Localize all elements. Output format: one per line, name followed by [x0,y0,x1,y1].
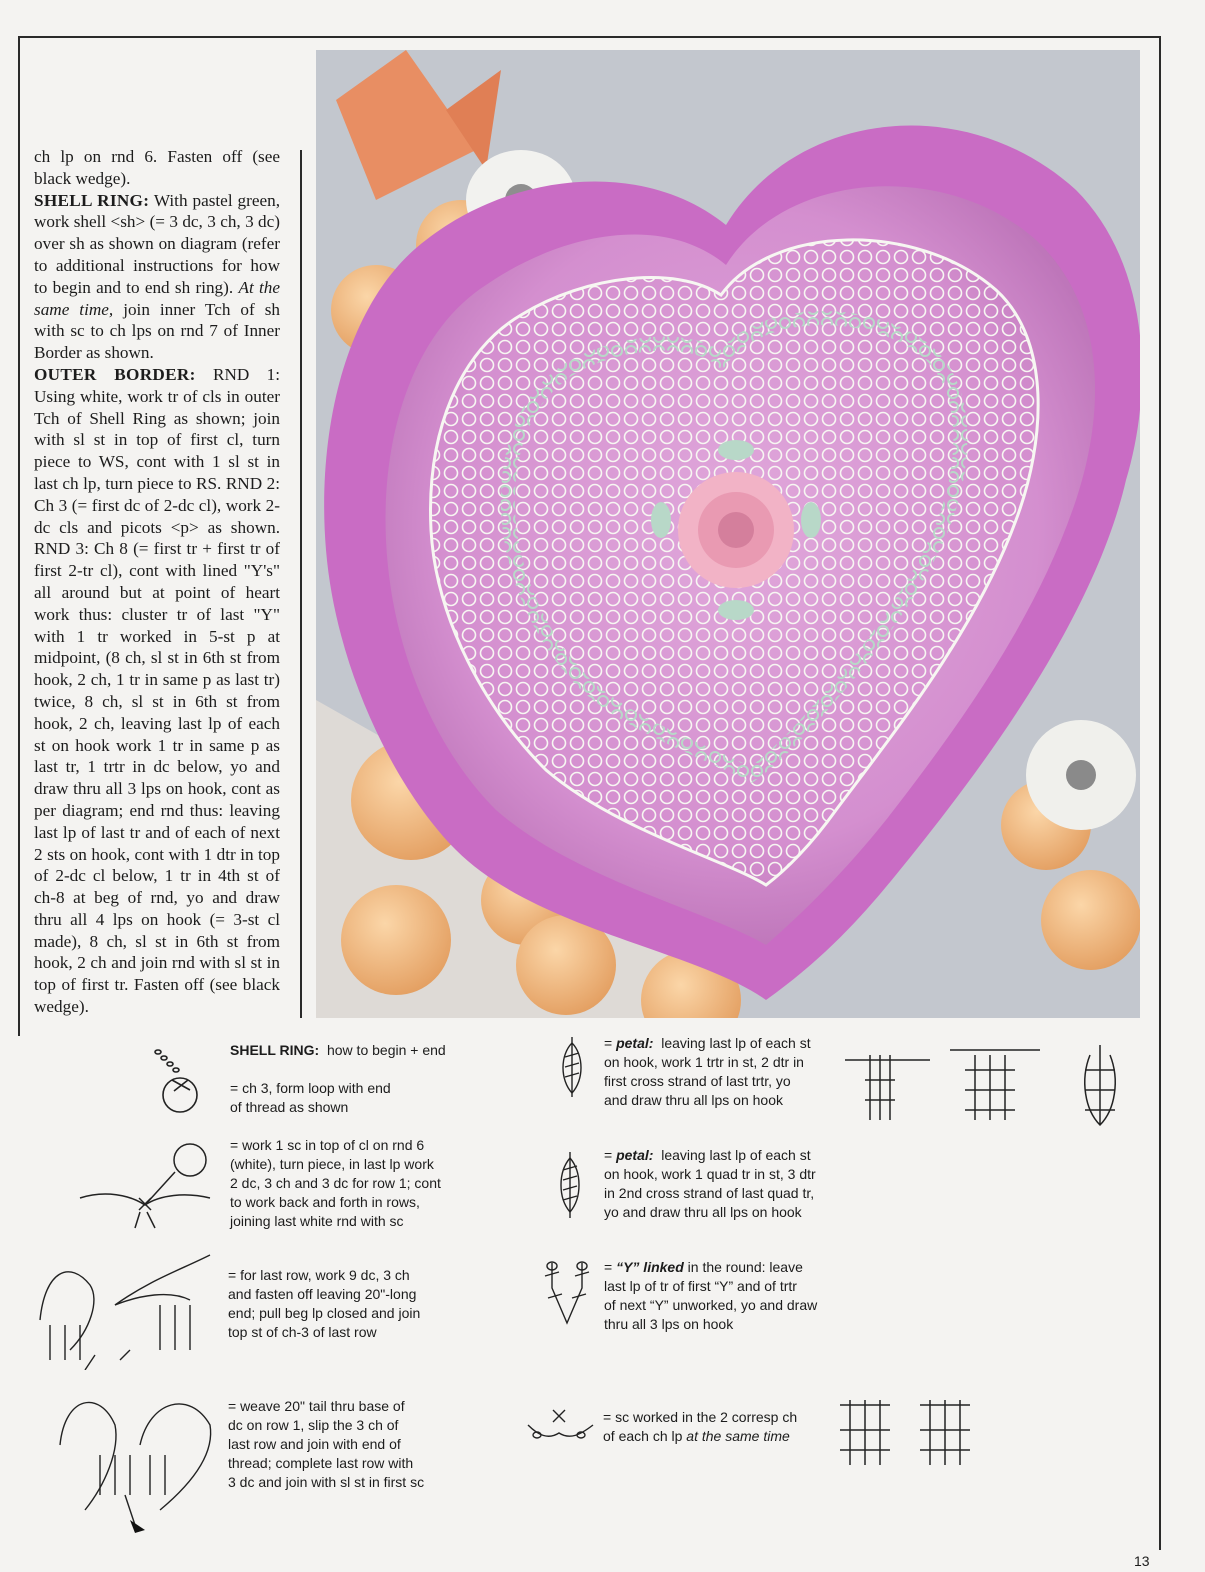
shell-ring-body-a: With pastel green, work shell <sh> (= 3 dc, 3 ch, 3 dc) over sh as shown on diagram (refer to additional instructions for how to begin and to end sh ring). [34,190,280,297]
sc-swatch-drawings [830,1395,980,1475]
sc-text-italic: at the same time [686,1428,790,1444]
shell-ring-paragraph [34,190,280,364]
pillow-illustration [316,50,1140,1018]
intro-paragraph: ch lp on rnd 6. Fasten off (see black wedge). [34,147,280,188]
frame-left-rule [18,36,20,1036]
shell-ring-italic: At the same time, [34,277,281,319]
outer-border-body: RND 1: Using white, work tr of cls in outer Tch of Shell Ring as shown; join with sl st in top of first cl, turn piece to WS, cont with 1 sl st in last ch lp, turn piece to RS. RND 2: Ch 3 (= first dc of 2-dc cl), work 2-dc cls and picots <p> as shown. RND 3: Ch 8 (= first tr + first tr of first 2-tr cl), cont with lined "Y's" all around but at point of heart work thus: cluster tr of last "Y" with 1 tr worked in 5-st p at midpoint, (8 ch, sl st in 6th st from hook, 2 ch, 1 tr in same p as last tr) twice, 8 ch, sl st in 6th st from hook, 2 ch, leaving last lp of each st on hook work 1 tr in same p as last tr, 1 trtr in dc below, yo and draw thru all 3 lps on hook, cont as per diagram; end rnd thus: leaving last lp of last tr and of each of next 2 sts on hook, cont with 1 dtr in top of 2-dc cl below, 1 tr in 4th st of ch-8 at beg of rnd, yo and draw thru all 4 lps on hook (= 3-st cl made), 8 ch, sl st in 6th st from hook, 2 ch and join rnd with sl st in top of first tr. Fasten off (see black wedge). [34,364,281,1017]
sc-join-symbol [75,1140,215,1230]
shell-ring-diagram-title: SHELL RING: [230,1042,320,1058]
shell-ring-diagram-subtitle: how to begin + end [326,1042,446,1058]
heart-pillow-photo [316,50,1140,1018]
outer-border-paragraph [34,364,280,1018]
petal1-text: leaving last lp of each st on hook, work 1 trtr in st, 2 dtr in first cross strand of last trtr, yo and draw thru all lps on hook [604,1035,811,1108]
column-rule [300,150,302,1018]
chain-loop-symbol [150,1045,220,1120]
y-linked-text-a: in the round: leave [687,1259,803,1275]
shell-ring-body-b: join inner Tch of sh with sc to ch lps on rnd 7 of Inner Border as shown. [34,299,280,363]
outer-border-heading: OUTER BORDER: [34,364,196,384]
petal-quadtr-symbol [555,1150,590,1220]
y-linked-symbol [540,1258,595,1328]
petal2-label: petal: [616,1147,654,1163]
step1-caption: = ch 3, form loop with end of thread as shown [230,1080,391,1115]
petal2-text: leaving last lp of each st on hook, work 1 quad tr in st, 3 dtr in 2nd cross strand of last quad tr, yo and draw thru all lps on hook [604,1147,816,1220]
shell-ring-heading: SHELL RING: [34,190,150,210]
petal1-label: petal: [616,1035,654,1051]
petal2-caption: = petal: leaving last lp of each st on hook, work 1 quad tr in st, 3 dtr in 2nd cross strand of last quad tr, yo and draw thru all lps on hook [604,1147,816,1220]
page-number: 13 [1134,1553,1150,1569]
last-row-symbol [30,1250,215,1370]
step4-caption: = weave 20" tail thru base of dc on row 1, slip the 3 ch of last row and join with end of thread; complete last row with 3 dc and join with sl st in first sc [228,1398,425,1490]
frame-right-rule [1159,36,1161,1550]
sc-text-a: = sc worked in the 2 corresp ch of each ch lp [603,1409,798,1444]
step2-caption: = work 1 sc in top of cl on rnd 6 (white), turn piece, in last lp work 2 dc, 3 ch and 3 dc for row 1; cont to work back and forth in rows, joining last white rnd with sc [230,1137,441,1229]
petal-trtr-symbol [555,1035,590,1100]
sc-same-time-symbol [523,1405,598,1450]
pattern-text-column [34,146,280,1018]
y-linked-label: “Y” linked [616,1259,684,1275]
shell-ring-diagram-heading [230,1041,446,1060]
sc-same-time-caption [603,1408,797,1446]
frame-top-rule [18,36,1161,38]
weave-tail-symbol [40,1385,220,1535]
petal1-swatch-drawings [840,1040,1150,1130]
y-linked-caption: = “Y” linked in the round: leave last lp of tr of first “Y” and of trtr of next “Y” unworked, yo and draw thru all 3 lps on hook [604,1259,818,1332]
y-linked-text-b: last lp of tr of first “Y” and of trtr of next “Y” unworked, yo and draw thru all 3 lps on hook [604,1278,818,1332]
step3-caption: = for last row, work 9 dc, 3 ch and fasten off leaving 20"-long end; pull beg lp closed and join top st of ch-3 of last row [228,1267,421,1340]
petal1-caption: = petal: leaving last lp of each st on hook, work 1 trtr in st, 2 dtr in first cross strand of last trtr, yo and draw thru all lps on hook [604,1035,811,1108]
